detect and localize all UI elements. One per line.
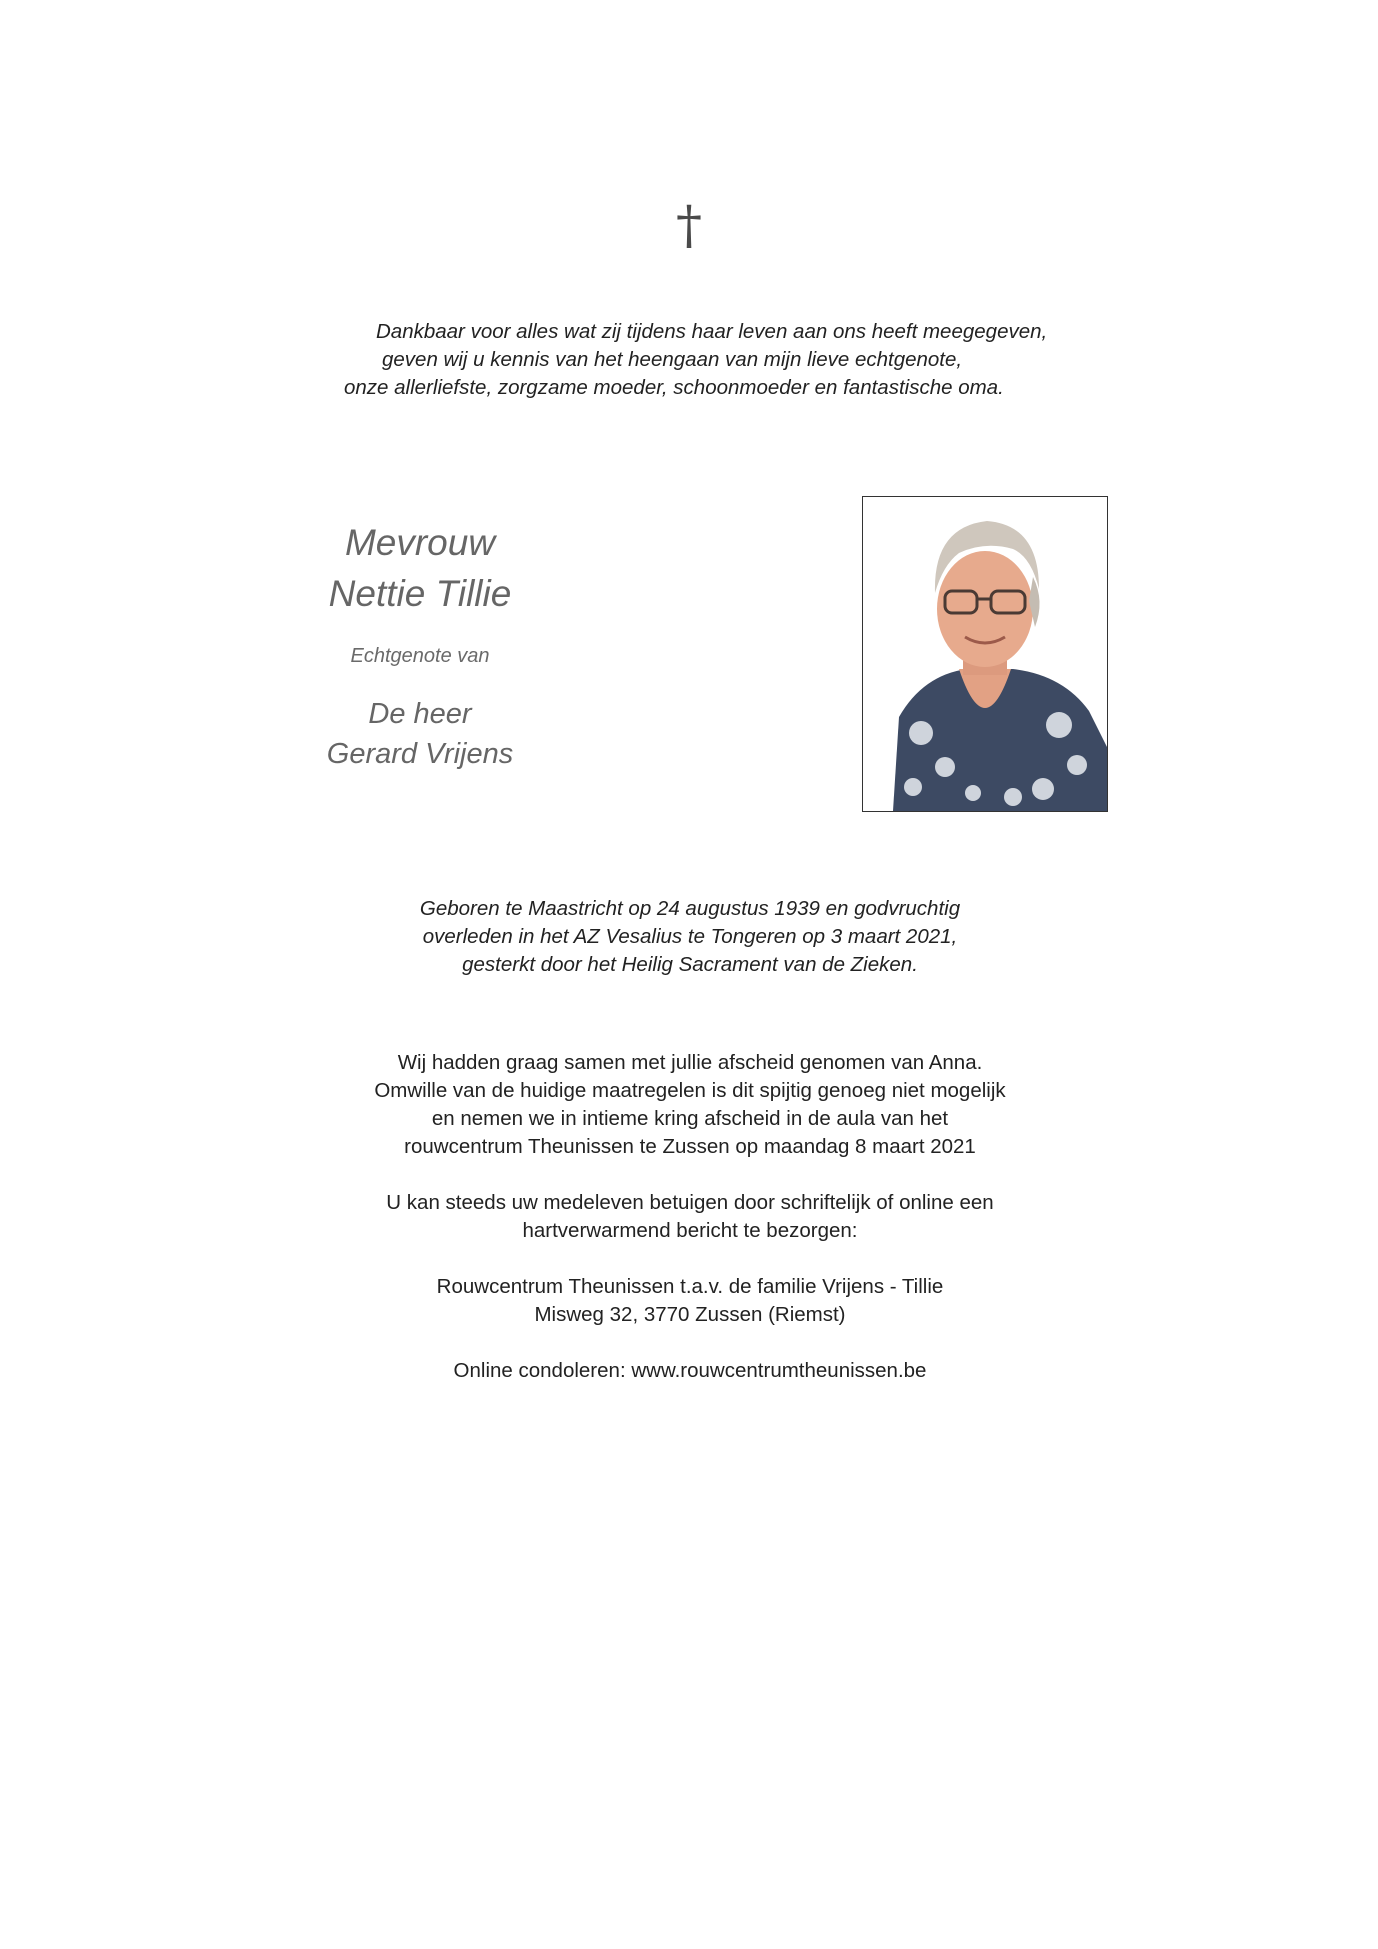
farewell-line: rouwcentrum Theunissen te Zussen op maandag 8 maart 2021 — [404, 1135, 976, 1158]
condolence-line: U kan steeds uw medeleven betuigen door schriftelijk of online een — [386, 1191, 994, 1214]
deceased-title: Mevrouw — [344, 522, 496, 563]
cross-icon: † — [676, 196, 702, 256]
farewell-paragraph — [290, 1049, 1090, 1161]
intro-line: onze allerliefste, zorgzame moeder, schoonmoeder en fantastische oma. — [344, 376, 1004, 399]
intro-text — [250, 318, 1100, 402]
farewell-line: Omwille van de huidige maatregelen is dit spijtig genoeg niet mogelijk — [374, 1079, 1006, 1102]
portrait-photo — [862, 496, 1108, 812]
address-line: Rouwcentrum Theunissen t.a.v. de familie Vrijens - Tillie — [436, 1275, 944, 1298]
farewell-line: en nemen we in intieme kring afscheid in de aula van het — [431, 1107, 949, 1130]
born-line: Geboren te Maastricht op 24 augustus 1939 en godvruchtig — [419, 897, 961, 920]
spouse-name: Gerard Vrijens — [326, 738, 514, 770]
announcement-body — [290, 1049, 1090, 1385]
condolence-paragraph — [290, 1189, 1090, 1245]
relation-label: Echtgenote van — [350, 645, 490, 667]
name-block — [300, 517, 540, 774]
farewell-line: Wij hadden graag samen met jullie afscheid genomen van Anna. — [397, 1051, 983, 1074]
address-line: Misweg 32, 3770 Zussen (Riemst) — [534, 1303, 846, 1326]
born-line: gesterkt door het Heilig Sacrament van de Zieken. — [462, 953, 918, 976]
address-paragraph — [290, 1273, 1090, 1329]
online-condolence-link: Online condoleren: www.rouwcentrumtheunissen.be — [453, 1359, 927, 1382]
birth-death-text — [300, 895, 1080, 979]
intro-line: geven wij u kennis van het heengaan van mijn lieve echtgenote, — [382, 348, 963, 371]
spouse-title: De heer — [368, 698, 472, 730]
condolence-line: hartverwarmend bericht te bezorgen: — [522, 1219, 858, 1242]
born-line: overleden in het AZ Vesalius te Tongeren op 3 maart 2021, — [422, 925, 958, 948]
intro-line: Dankbaar voor alles wat zij tijdens haar leven aan ons heeft meegegeven, — [376, 320, 1048, 343]
deceased-name: Nettie Tillie — [328, 573, 512, 614]
